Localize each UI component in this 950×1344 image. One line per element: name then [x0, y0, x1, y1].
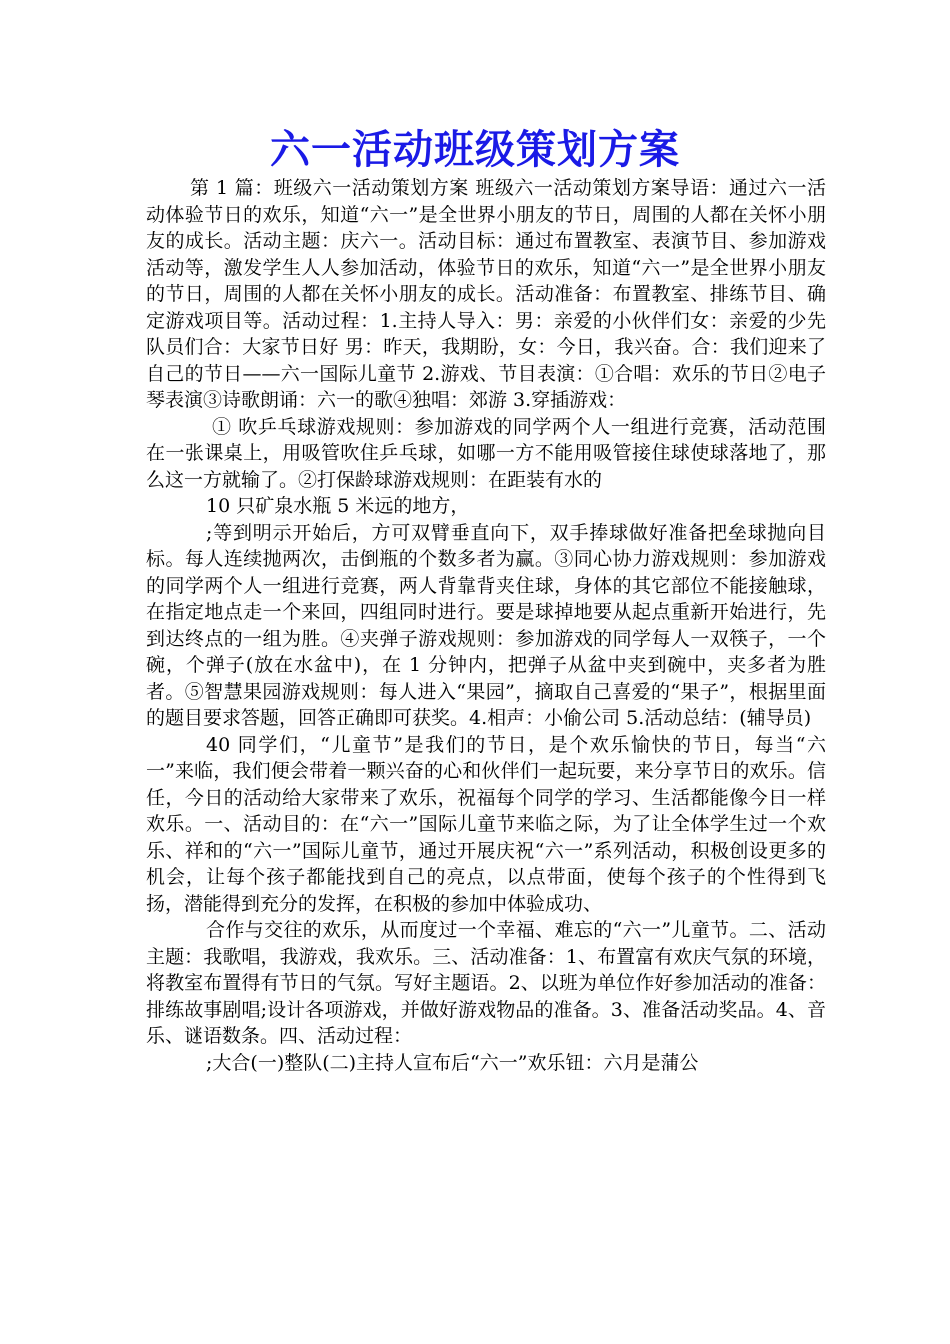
paragraph-bottles: 10 只矿泉水瓶 5 米远的地方，	[206, 495, 470, 517]
paragraph-intro: 第 1 篇：班级六一活动策划方案 班级六一活动策划方案导语：通过六一活动体验节日的欢乐，知道“六一”是全世界小朋友的节日，周围的人都在关怀小朋友的成长。活动主题：庆六一。活动目标：通过布置教室、表演节目、参加游戏活动等，激发学生人人参加活动，体验节日的欢乐，知道“六一”是全世界小朋友的节日，周围的人都在关怀小朋友的成长。活动准备：布置教室、排练节目、确定游戏项目等。活动过程：1.主持人导入：男：亲爱的小伙伴们女：亲爱的少先队员们合：大家节日好 男：昨天，我期盼，女：今日，我兴奋。合：我们迎来了自己的节日——六一国际儿童节 2.游戏、节目表演：①合唱：欢乐的节日②电子琴表演③诗歌朗诵：六一的歌④独唱：郊游 3.穿插游戏：	[146, 177, 826, 411]
paragraph-theme: 合作与交往的欢乐，从而度过一个幸福、难忘的“六一”儿童节。二、活动主题：我歌唱，我游戏，我欢乐。三、活动准备：1、布置富有欢庆气氛的环境，将教室布置得有节日的气氛。写好主题语。2、以班为单位作好参加活动的准备：排练故事剧唱;设计各项游戏，并做好游戏物品的准备。3、准备活动奖品。4、音乐、谜语数条。四、活动过程：	[146, 919, 826, 1047]
paragraph-process: ;大合(一)整队(二)主持人宣布后“六一”欢乐钮：六月是蒲公	[206, 1051, 699, 1074]
document-body	[146, 175, 826, 1076]
paragraph-game-rules: ① 吹乒乓球游戏规则：参加游戏的同学两个人一组进行竞赛，活动范围在一张课桌上，用吸管吹住乒乓球，如哪一方不能用吸管接住球使球落地了，那么这一方就输了。②打保龄球游戏规则：在距装有水的	[146, 415, 826, 491]
paragraph-summary: 40 同学们，“儿童节”是我们的节日，是个欢乐愉快的节日，每当“六一”来临，我们便会带着一颗兴奋的心和伙伴们一起玩要，来分享节日的欢乐。信任，今日的活动给大家带来了欢乐，祝福每个同学的学习、生活都能像今日一样欢乐。一、活动目的：在“六一”国际儿童节来临之际，为了让全体学生过一个欢乐、祥和的“六一”国际儿童节，通过开展庆祝“六一”系列活动，积极创设更多的机会，让每个孩子都能找到自己的亮点，以点带面，使每个孩子的个性得到飞扬，潜能得到充分的发挥，在积极的参加中体验成功、	[146, 733, 826, 915]
document-title: 六一活动班级策划方案	[270, 126, 680, 173]
paragraph-more-games: ;等到明示开始后，方可双臂垂直向下，双手捧球做好准备把垒球抛向目标。每人连续抛两次，击倒瓶的个数多者为赢。③同心协力游戏规则：参加游戏的同学两个人一组进行竞赛，两人背靠背夹住球，身体的其它部位不能接触球，在指定地点走一个来回，四组同时进行。要是球掉地要从起点重新开始进行，先到达终点的一组为胜。④夹弹子游戏规则：参加游戏的同学每人一双筷子，一个碗，个弹子(放在水盆中)，在 1 分钟内，把弹子从盆中夹到碗中，夹多者为胜者。⑤智慧果园游戏规则：每人进入“果园”，摘取自己喜爱的“果子”，根据里面的题目要求答题，回答正确即可获奖。4.相声：小偷公司 5.活动总结：(辅导员)	[146, 521, 826, 729]
